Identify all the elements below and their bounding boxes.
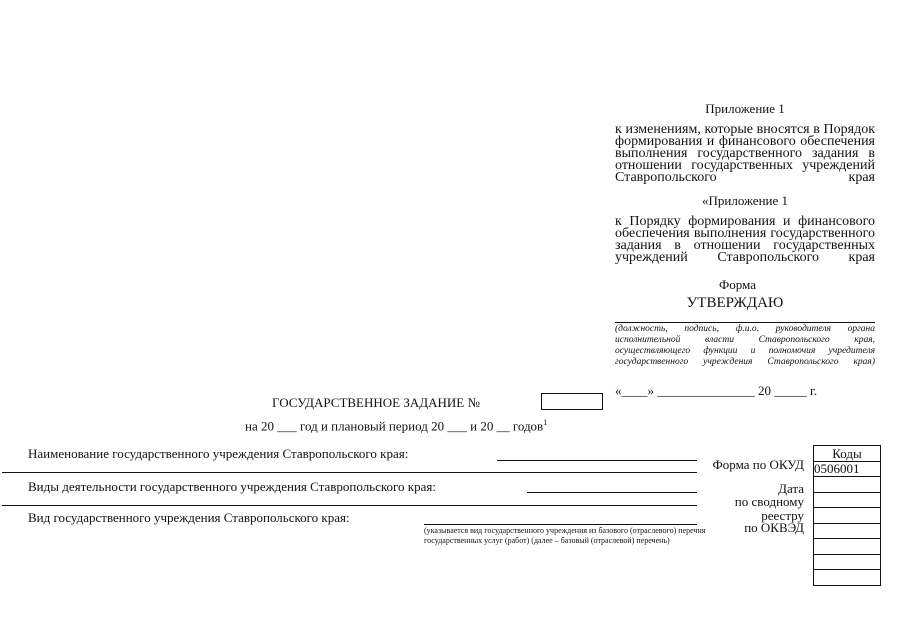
institution-type-hint: (указывается вид государственного учреждения из базового (отраслевого) перечня государственных услуг (работ) (далее – базовый (отраслевой) перечень) <box>424 526 706 545</box>
code-cell-blank[interactable] <box>814 570 881 586</box>
okved-label: по ОКВЭД <box>744 520 804 535</box>
date-code-cell[interactable] <box>814 492 881 508</box>
signature-hint: (должность, подпись, ф.и.о. руководителя органа исполнительной власти Ставропольского края, осуществляющего функции и полномочия учредителя государственного учреждения Ставропольского края) <box>615 324 875 367</box>
okud-label: Форма по ОКУД <box>712 457 804 472</box>
appendix-title-2: «Приложение 1 <box>701 193 789 208</box>
institution-name-line-2[interactable] <box>2 472 697 473</box>
signature-line <box>615 322 875 323</box>
code-cell-blank[interactable] <box>814 477 881 493</box>
institution-type-line[interactable] <box>424 524 697 525</box>
code-cell-blank[interactable] <box>814 554 881 570</box>
institution-type-label: Вид государственного учреждения Ставропольского края: <box>28 510 350 525</box>
period-footnote: 1 <box>543 418 548 427</box>
activity-types-line-2[interactable] <box>2 505 697 506</box>
activity-types-label: Виды деятельности государственного учреждения Ставропольского края: <box>28 479 436 494</box>
institution-name-label: Наименование государственного учреждения Ставропольского края: <box>28 446 409 461</box>
assignment-number-box[interactable] <box>541 393 603 410</box>
activity-types-line-1[interactable] <box>527 492 697 493</box>
assignment-label: ГОСУДАРСТВЕННОЕ ЗАДАНИЕ № <box>272 395 480 410</box>
appendix-text-2: к Порядку формирования и финансового обеспечения выполнения государственного задания в отношении государственных учреждений Ставропольского края <box>615 214 875 265</box>
codes-header: Коды <box>814 446 881 462</box>
date-label: Дата <box>778 481 804 496</box>
approve-label: УТВЕРЖДАЮ <box>686 295 784 311</box>
codes-table <box>813 445 881 586</box>
registry-label: по сводному реестру <box>734 494 804 523</box>
appendix-title: Приложение 1 <box>705 101 785 116</box>
okud-code-cell: 0506001 <box>814 461 881 477</box>
approval-date-line: «____» _______________ 20 _____ г. <box>615 383 818 398</box>
period-text-main: на 20 ___ год и плановый период 20 ___ и 20 __ годов <box>245 418 544 434</box>
okved-code-cell[interactable] <box>814 539 881 555</box>
code-cell-blank[interactable] <box>814 508 881 524</box>
registry-code-cell[interactable] <box>814 523 881 539</box>
institution-name-line-1[interactable] <box>497 460 697 461</box>
period-text <box>245 418 547 434</box>
appendix-text: к изменениям, которые вносятся в Порядок формирования и финансового обеспечения выполнения государственного задания в отношении государственных учреждений Ставропольского края <box>615 122 875 185</box>
form-label: Форма <box>719 277 756 292</box>
